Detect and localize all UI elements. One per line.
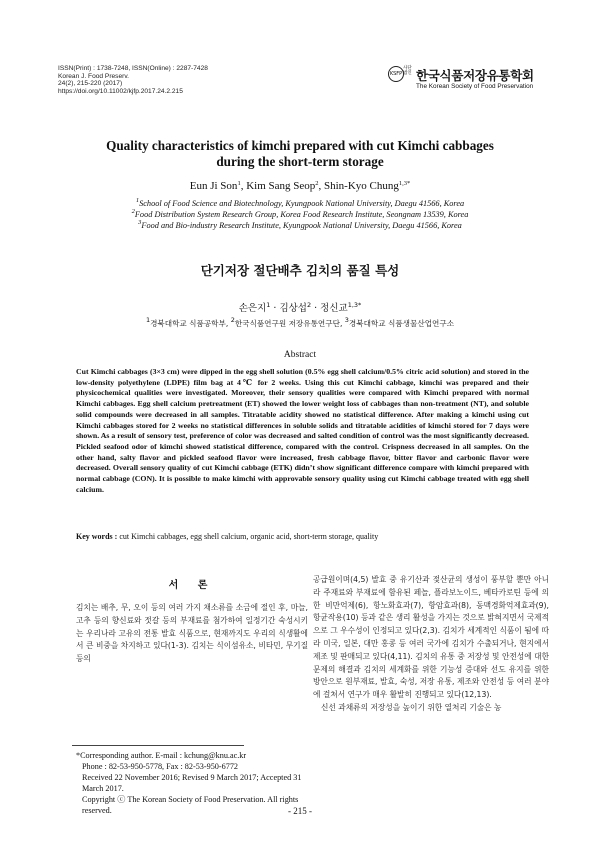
author-dot: ·	[311, 303, 321, 314]
page-number: - 215 -	[288, 806, 312, 816]
author-3: Shin-Kyo Chung	[324, 180, 399, 192]
keywords-text: cut Kimchi cabbages, egg shell calcium, organic acid, short-term storage, quality	[119, 532, 379, 541]
korean-affiliation-3: 경북대학교 식품생물산업연구소	[348, 319, 455, 328]
contact-phone: Phone : 82-53-950-5778, Fax : 82-53-950-6772	[82, 762, 239, 771]
affiliation-1	[40, 198, 560, 209]
author-1: Eun Ji Son	[189, 180, 238, 192]
intro-right-next-paragraph: 신선 과채류의 저장성을 높이기 위한 열처리 기술은 농	[321, 702, 502, 712]
korean-author-sup: 1	[266, 301, 271, 309]
affiliation-sup: 3	[344, 316, 349, 324]
affiliation-2	[40, 209, 560, 220]
author-sep: ,	[240, 180, 247, 192]
keywords	[76, 532, 378, 541]
intro-left-column: 김치는 배추, 무, 오이 등의 여러 가지 채소류를 소금에 절인 후, 마늘, 고추 등의 향신료와 젓갈 등의 부재료를 첨가하여 일정기간 숙성시키는 우리나라 고유의 전통 발효 식품으로, 현재까지도 우리의 식생활에서 큰 비중을 차지하고 있다(1-3). 김치는 식이섬유소, 비타민, 무기질 등의	[76, 603, 308, 664]
abstract-heading: Abstract	[283, 350, 317, 360]
korean-affiliations	[40, 318, 560, 329]
affiliations	[40, 198, 560, 231]
korean-title: 단기저장 절단배추 김치의 품질 특성	[200, 263, 400, 278]
affiliation-text: School of Food Science and Biotechnology, Kyungpook National University, Daegu 41566, Korea	[139, 199, 465, 208]
doi-link[interactable]: https://doi.org/10.11002/kjfp.2017.24.2.215	[58, 87, 183, 95]
author-2: Kim Sang Seop	[246, 180, 316, 192]
author-2-sup: 2	[315, 180, 319, 187]
korean-affiliation-1: 경북대학교 식품공학부,	[150, 319, 231, 328]
society-seal-icon: KSFP	[388, 66, 404, 82]
korean-author-list	[40, 300, 560, 314]
journal-header	[58, 65, 208, 95]
intro-right-paragraph: 공급원이며(4,5) 발효 중 유기산과 젖산균의 생성이 풍부할 뿐만 아니라 주재료와 부재료에 함유된 페놀, 플라보노이드, 베타카로틴 등에 의한 비만억제(6), 항노화효과(7), 항암효과(8), 동맥경화억제효과(9), 항균작용(10) 등과 같은 생리 활성을 가지는 것으로 밝혀지면서 국제적으로 그 우수성이 인정되고 있다(2,3). 김치가 세계적인 식품이 됨에 따라 미국, 일본, 대만 홍콩 등 여러 국가에 김치가 수출되거나, 현지에서 제조 및 판매되고 있다(4,11). 김치의 유통 중 저장성 및 안전성에 대한 문제의 해결과 김치의 세계화를 위한 기능성 증대와 선도 유지를 위한 방안으로 원부재료, 발효, 숙성, 저장 유통, 제조와 안전성 등 여러 분야에 걸쳐서 연구가 매우 활발히 진행되고 있다(12,13).	[313, 575, 549, 700]
affiliation-3	[40, 220, 560, 231]
affiliation-sup: 3	[138, 219, 142, 226]
society-logo	[388, 66, 548, 92]
intro-right-column	[313, 574, 549, 715]
affiliation-sup: 1	[145, 316, 151, 324]
corresponding-author: *Corresponding author. E-mail : kchung@knu.ac.kr	[76, 751, 247, 760]
author-dot: ·	[270, 303, 280, 314]
affiliation-text: Food Distribution System Research Group, Korea Food Research Institute, Seongnam 13539, Korea	[134, 210, 469, 219]
affiliation-text: Food and Bio-industry Research Institute, Kyungpook National University, Daegu 41566, Korea	[141, 221, 462, 230]
affiliation-sup: 2	[131, 208, 135, 215]
affiliation-sup: 2	[230, 316, 235, 324]
author-3-sup: 1,3*	[398, 180, 411, 187]
copyright-notice: Copyright ⓒ The Korean Society of Food Preservation. All rights reserved.	[82, 795, 299, 815]
author-1-sup: 1	[237, 180, 241, 187]
author-list	[40, 180, 560, 192]
journal-name: Korean J. Food Preserv.	[58, 72, 129, 80]
abstract-body: Cut Kimchi cabbages (3×3 cm) were dipped in the egg shell solution (0.5% egg shell calcium/0.5% citric acid solution) and stored in the low-density polyethylene (LDPE) film bag at 4℃ for 2 weeks. Using this cut Kimchi cabbage, kimchi was prepared and their physicochemical qualities were investigated. Moreover, their sensory qualities were compared with Kimchi prepared with normal Kimchi cabbages. Egg shell calcium pretreatment (ET) showed the lower weight loss of cabbages than non-treatment (NT), and soluble solid compounds were decreased in all samples. Titratable acidity showed no statistical difference. After making a kimchi using cut Kimchi cabbages stored for 2 weeks no statistical differences in soluble solids and titratable acidities of kimchi stored for 7 days were shown. As a result of sensory test, preference of color was decreased and salted condition of control was the most significantly decreased. Pickled seafood odor of kimchi showed statistical difference, compared with the control. Crispness decreased in all samples. On the other hand, salty flavor and pickled seafood flavor were increased, fresh cabbage flavor, bitter flavor and carbonic flavor were decreased. Overall sensory quality of cut Kimchi cabbage (ETK) didn’t show significant difference compare with kimchi prepared with normal cabbage (CON). It is possible to make kimchi with approvable sensory quality using cut Kimchi cabbage treated with egg shell calcium.	[76, 367, 529, 494]
logo-prefix: 사단 법인	[403, 66, 412, 76]
korean-author-2: 김상섭	[279, 303, 307, 314]
keywords-label: Key words :	[76, 532, 120, 541]
society-name-english: The Korean Society of Food Preservation	[416, 83, 534, 90]
korean-affiliation-2: 한국식품연구원 저장유통연구단,	[234, 319, 345, 328]
paper-title	[40, 138, 560, 170]
korean-author-3: 정신교	[320, 303, 348, 314]
author-sep: ,	[318, 180, 324, 192]
affiliation-sup: 1	[135, 197, 140, 204]
section-heading-introduction: 서 론	[168, 580, 216, 591]
issn-line: ISSN(Print) : 1738-7248, ISSN(Online) : 2287-7428	[58, 65, 208, 72]
footnote-divider	[72, 745, 244, 746]
title-line-1: Quality characteristics of kimchi prepared with cut Kimchi cabbages	[106, 138, 494, 153]
received-dates: Received 22 November 2016; Revised 9 March 2017; Accepted 31 March 2017.	[82, 773, 302, 793]
title-line-2: during the short-term storage	[216, 154, 384, 169]
society-name-korean: 한국식품저장유통학회	[416, 68, 534, 83]
korean-author-sup: 2	[306, 301, 312, 309]
volume-pages: 24(2), 215-220 (2017)	[58, 80, 123, 88]
korean-author-sup: 1,3*	[347, 301, 362, 309]
korean-author-1: 손은지	[238, 303, 267, 314]
